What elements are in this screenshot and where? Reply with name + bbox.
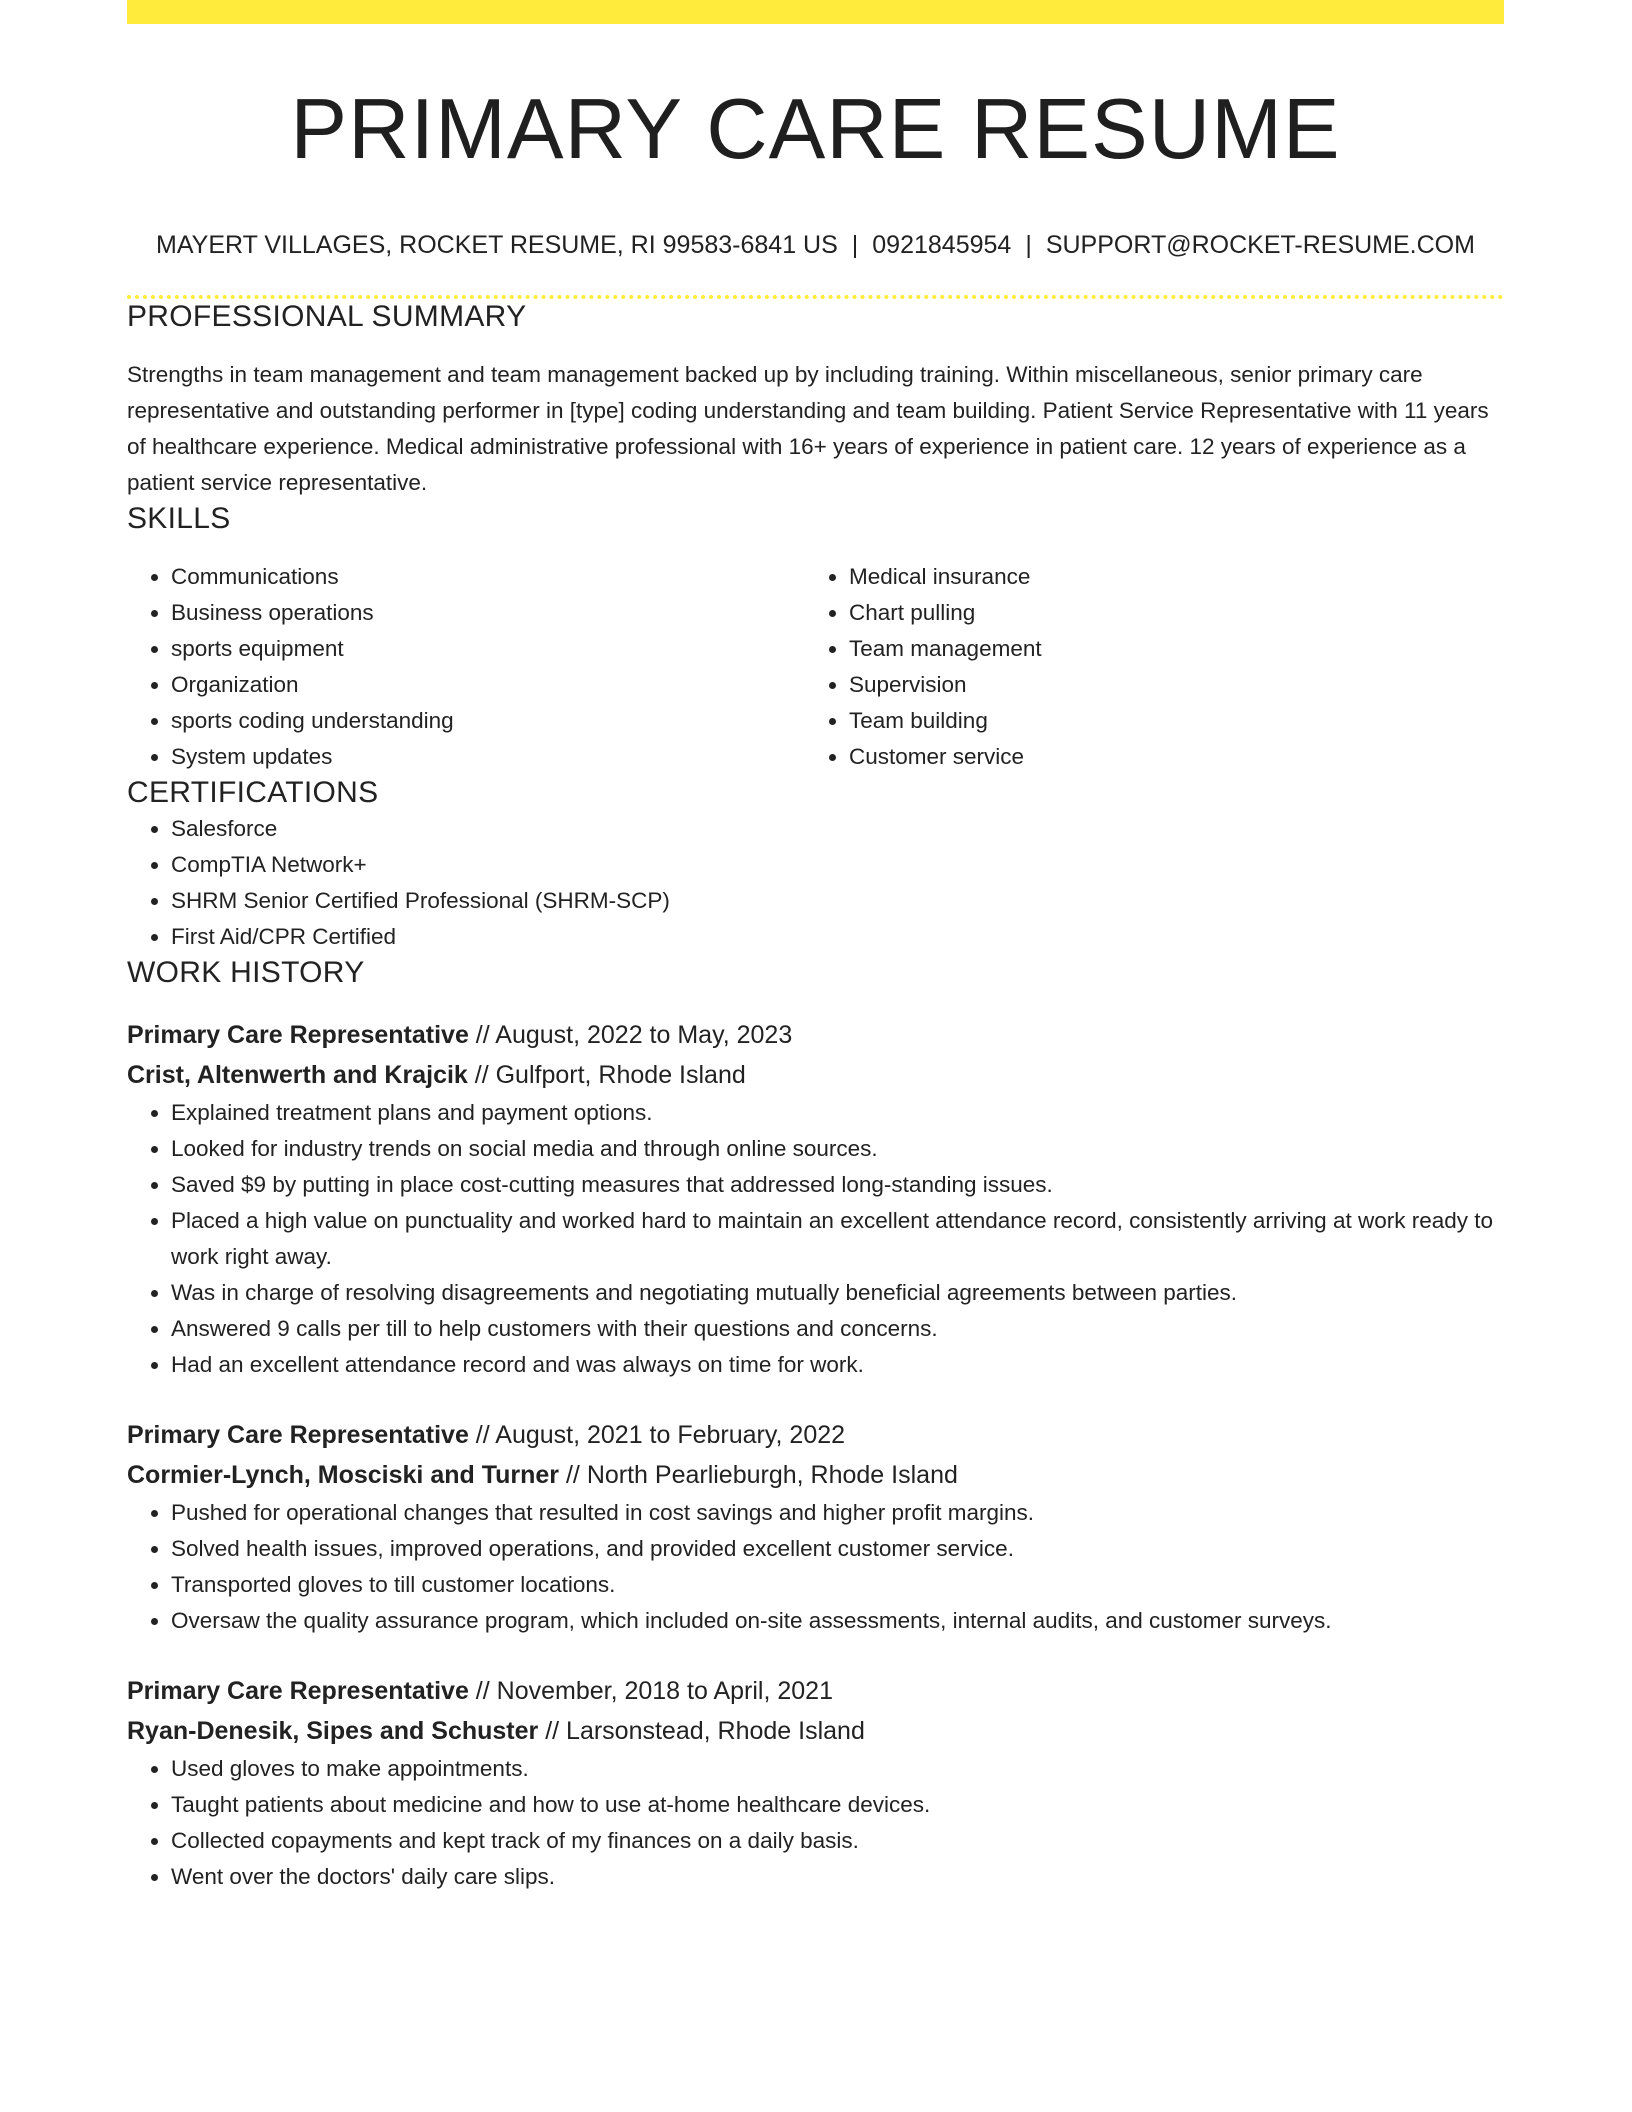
skills-heading: SKILLS [127, 502, 231, 535]
skill-item: • sports equipment [171, 631, 805, 667]
job-bullet: • Was in charge of resolving disagreements and negotiating mutually beneficial agreements between parties. [171, 1275, 1504, 1311]
skill-item: • Organization [171, 667, 805, 703]
certifications-list [127, 811, 1504, 955]
skills-column-right [805, 559, 1483, 775]
summary-text: Strengths in team management and team management backed up by including training. Within miscellaneous, senior primary care representative and outstanding performer in [type] coding understanding and team building. Patient Service Representative with 11 years of healthcare experience. Medical administrative professional with 16+ years of experience in patient care. 12 years of experience as a patient service representative. [127, 362, 1489, 495]
contact-line [127, 230, 1504, 260]
job-entry [127, 1671, 1504, 1895]
contact-separator: | [851, 231, 859, 259]
job-bullet: • Pushed for operational changes that resulted in cost savings and higher profit margins. [171, 1495, 1504, 1531]
job-title-line [127, 1415, 1504, 1455]
skill-item: • Supervision [849, 667, 1483, 703]
job-bullet: • Had an excellent attendance record and was always on time for work. [171, 1347, 1504, 1383]
contact-phone: 0921845954 [872, 231, 1012, 259]
summary-heading: PROFESSIONAL SUMMARY [127, 300, 527, 333]
skill-item: • Business operations [171, 595, 805, 631]
job-company: Cormier-Lynch, Mosciski and Turner [127, 1461, 560, 1489]
job-entry [127, 1015, 1504, 1383]
job-dates: // November, 2018 to April, 2021 [468, 1677, 833, 1705]
skill-item: • Team management [849, 631, 1483, 667]
skill-item: • Chart pulling [849, 595, 1483, 631]
resume-title: PRIMARY CARE RESUME [290, 82, 1341, 177]
job-bullet: • Saved $9 by putting in place cost-cutting measures that addressed long-standing issues. [171, 1167, 1504, 1203]
contact-separator: | [1025, 231, 1032, 259]
certification-item: • First Aid/CPR Certified [171, 919, 1504, 955]
job-bullet: • Used gloves to make appointments. [171, 1751, 1504, 1787]
skill-item: • Customer service [849, 739, 1483, 775]
job-bullet: • Answered 9 calls per till to help customers with their questions and concerns. [171, 1311, 1504, 1347]
job-location: // Gulfport, Rhode Island [467, 1061, 746, 1089]
job-bullet: • Placed a high value on punctuality and worked hard to maintain an excellent attendance record, consistently arriving at work ready to work right away. [171, 1203, 1504, 1275]
job-location: // Larsonstead, Rhode Island [538, 1717, 865, 1745]
skills-column-left [127, 559, 805, 775]
skill-item: • Team building [849, 703, 1483, 739]
job-company-line [127, 1055, 1504, 1095]
job-title-line [127, 1015, 1504, 1055]
job-company-line [127, 1455, 1504, 1495]
job-bullets [127, 1095, 1504, 1383]
skill-item: • Communications [171, 559, 805, 595]
job-bullet: • Looked for industry trends on social media and through online sources. [171, 1131, 1504, 1167]
skill-item: • System updates [171, 739, 805, 775]
job-title: Primary Care Representative [127, 1677, 469, 1705]
job-company-line [127, 1711, 1504, 1751]
work-history-heading: WORK HISTORY [127, 956, 365, 989]
job-bullet: • Solved health issues, improved operations, and provided excellent customer service. [171, 1531, 1504, 1567]
job-bullets [127, 1495, 1504, 1639]
certification-item: • SHRM Senior Certified Professional (SHRM-SCP) [171, 883, 1504, 919]
certifications-heading: CERTIFICATIONS [127, 776, 379, 809]
job-title: Primary Care Representative [127, 1421, 469, 1449]
job-title: Primary Care Representative [127, 1021, 469, 1049]
job-bullet: • Transported gloves to till customer locations. [171, 1567, 1504, 1603]
job-bullet: • Explained treatment plans and payment options. [171, 1095, 1504, 1131]
job-company: Ryan-Denesik, Sipes and Schuster [127, 1717, 539, 1745]
certification-item: • Salesforce [171, 811, 1504, 847]
job-dates: // August, 2021 to February, 2022 [468, 1421, 846, 1449]
job-bullet: • Went over the doctors' daily care slips. [171, 1859, 1504, 1895]
job-bullets [127, 1751, 1504, 1895]
skills-grid [127, 559, 1504, 775]
contact-email: SUPPORT@ROCKET-RESUME.COM [1045, 231, 1475, 259]
skills-list-left [127, 559, 805, 775]
certification-item: • CompTIA Network+ [171, 847, 1504, 883]
job-bullet: • Taught patients about medicine and how to use at-home healthcare devices. [171, 1787, 1504, 1823]
skill-item: • sports coding understanding [171, 703, 805, 739]
job-location: // North Pearlieburgh, Rhode Island [559, 1461, 958, 1489]
job-bullet: • Oversaw the quality assurance program, which included on-site assessments, internal audits, and customer surveys. [171, 1603, 1504, 1639]
job-bullet: • Collected copayments and kept track of my finances on a daily basis. [171, 1823, 1504, 1859]
job-title-line [127, 1671, 1504, 1711]
contact-address: MAYERT VILLAGES, ROCKET RESUME, RI 99583-6841 US [156, 231, 838, 259]
skills-list-right [805, 559, 1483, 775]
job-entry [127, 1415, 1504, 1639]
job-dates: // August, 2022 to May, 2023 [468, 1021, 793, 1049]
resume-content [127, 0, 1504, 1895]
skill-item: • Medical insurance [849, 559, 1483, 595]
job-company: Crist, Altenwerth and Krajcik [127, 1061, 468, 1089]
